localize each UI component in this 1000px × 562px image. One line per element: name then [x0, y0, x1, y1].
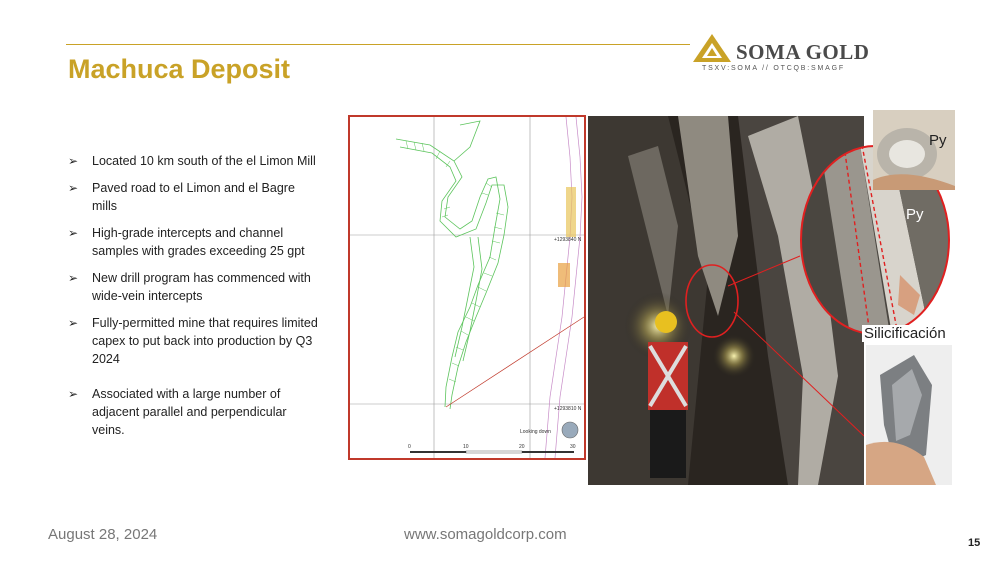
arrow-bullet-icon: ➢: [68, 271, 79, 285]
scale-tick: 30: [570, 444, 576, 450]
footer-url[interactable]: www.somagoldcorp.com: [404, 526, 567, 543]
logo-ticker: TSXV:SOMA // OTCQB:SMAGF: [702, 65, 845, 72]
plan-map-drawing: [350, 117, 584, 458]
silicificacion-label: Silicificación: [864, 325, 946, 342]
pyrite-sample-photo: [873, 110, 955, 190]
footer-date: August 28, 2024: [48, 526, 158, 543]
scale-tick: 0: [408, 444, 411, 450]
looking-label: Looking down: [520, 429, 551, 435]
slide-title: Machuca Deposit: [68, 54, 291, 84]
silicified-rock-photo: [866, 345, 952, 485]
arrow-bullet-icon: ➢: [68, 387, 79, 401]
list-item: ➢ Fully-permitted mine that requires limited capex to put back into production by Q3 2024: [68, 316, 318, 366]
sample-photo-drawing: [873, 110, 955, 190]
arrow-bullet-icon: ➢: [68, 226, 79, 240]
rock-photo-drawing: [866, 345, 952, 485]
list-item: ➢ Located 10 km south of the el Limon Mill: [68, 154, 316, 168]
deposit-plan-map: [348, 115, 586, 460]
list-item: ➢ New drill program has commenced with wide-vein intercepts: [68, 271, 311, 303]
header-rule: [66, 44, 690, 45]
coord-label: +1293810 N: [554, 406, 582, 412]
list-item: ➢ High-grade intercepts and channel samples with grades exceeding 25 gpt: [68, 226, 305, 258]
py-label: Py: [906, 206, 924, 223]
logo-triangle-icon: [692, 32, 732, 64]
arrow-bullet-icon: ➢: [68, 316, 79, 330]
scale-tick: 20: [519, 444, 525, 450]
bullet-list: [68, 152, 318, 448]
arrow-bullet-icon: ➢: [68, 181, 79, 195]
list-item: ➢ Associated with a large number of adjacent parallel and perpendicular veins.: [68, 387, 287, 437]
coord-label: +1293840 N: [554, 237, 582, 243]
arrow-bullet-icon: ➢: [68, 154, 79, 168]
scale-tick: 10: [463, 444, 469, 450]
soma-gold-logo: [692, 30, 872, 74]
py-label: Py: [929, 132, 947, 149]
logo-name: SOMA GOLD: [736, 40, 870, 64]
page-number: 15: [968, 537, 981, 549]
list-item: ➢ Paved road to el Limon and el Bagre mills: [68, 181, 295, 213]
